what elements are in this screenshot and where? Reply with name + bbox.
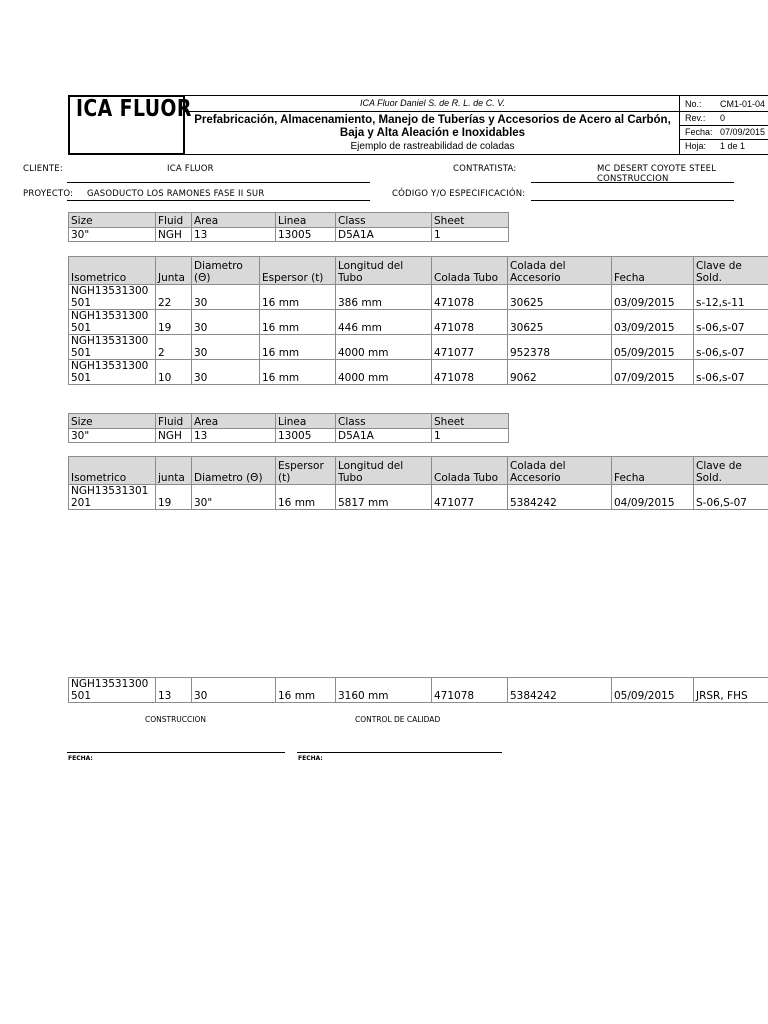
header-colada-tubo: Colada Tubo <box>432 457 508 485</box>
document-title-line-1: Prefabricación, Almacenamiento, Manejo de Tuberías y Accesorios de Acero al Carbón, <box>194 114 671 126</box>
meta-value-no: CM1-01-04 <box>720 99 766 109</box>
title-divider <box>185 111 680 112</box>
meta-divider <box>680 139 768 140</box>
spec-cell-size: 30" <box>69 429 156 443</box>
meta-label-rev: Rev.: <box>685 113 706 123</box>
cell-junta: 19 <box>156 310 192 335</box>
cell-isometrico <box>69 360 156 385</box>
table-row <box>69 485 768 510</box>
spec-header-linea: Linea <box>276 213 336 228</box>
cell-diametro: 30" <box>192 485 276 510</box>
cell-longitud: 386 mm <box>336 285 432 310</box>
cell-fecha: 07/09/2015 <box>612 360 694 385</box>
spec-header-size: Size <box>69 414 156 429</box>
signature-line-control <box>297 752 502 753</box>
spec-table <box>68 212 509 242</box>
cell-fecha: 05/09/2015 <box>612 335 694 360</box>
construccion-label: CONSTRUCCION <box>145 715 206 724</box>
header-colada-accesorio-line-1: Colada del <box>510 460 566 472</box>
spec-header-class: Class <box>336 213 432 228</box>
cell-diametro: 30 <box>192 360 260 385</box>
spec-cell-area: 13 <box>192 228 276 242</box>
spec-table <box>68 413 509 443</box>
cell-diametro: 30 <box>192 310 260 335</box>
cell-longitud: 5817 mm <box>336 485 432 510</box>
iso-line-2: 501 <box>71 297 92 309</box>
contratista-label: CONTRATISTA: <box>453 164 517 174</box>
header-espesor-line-1: Espersor <box>278 460 324 472</box>
header-fecha: Fecha <box>612 457 694 485</box>
iso-line-1: NGH13531300 <box>71 678 149 690</box>
cell-colada-accesorio: 952378 <box>508 335 612 360</box>
proyecto-underline <box>67 200 370 201</box>
spec-cell-linea: 13005 <box>276 228 336 242</box>
header-espesor: Espersor (t) <box>260 257 336 285</box>
cell-fecha: 04/09/2015 <box>612 485 694 510</box>
iso-line-1: NGH13531300 <box>71 335 149 347</box>
cell-colada-accesorio: 30625 <box>508 310 612 335</box>
spec-header-fluid: Fluid <box>156 414 192 429</box>
header-colada-accesorio <box>508 257 612 285</box>
spec-cell-sheet: 1 <box>432 228 509 242</box>
header-clave-line-1: Clave de <box>696 460 742 472</box>
cell-espesor: 16 mm <box>276 678 336 703</box>
traceability-table-2 <box>68 456 768 510</box>
fecha-label-construccion: FECHA: <box>68 755 93 762</box>
cell-colada-tubo: 471078 <box>432 285 508 310</box>
header-longitud-line-2: Tubo <box>338 472 363 484</box>
cell-clave: s-06,s-07 <box>694 310 768 335</box>
spec-header-sheet: Sheet <box>432 213 509 228</box>
cell-longitud: 4000 mm <box>336 360 432 385</box>
header-diametro <box>192 257 260 285</box>
spec-cell-class: D5A1A <box>336 228 432 242</box>
spec-cell-fluid: NGH <box>156 228 192 242</box>
header-clave-sold <box>694 257 768 285</box>
header-clave-sold <box>694 457 768 485</box>
header-junta: Junta <box>156 257 192 285</box>
meta-label-fecha: Fecha: <box>685 127 713 137</box>
header-longitud <box>336 257 432 285</box>
header-clave-line-2: Sold. <box>696 272 723 284</box>
proyecto-value: GASODUCTO LOS RAMONES FASE II SUR <box>87 189 265 199</box>
document-title-line-2: Baja y Alta Aleación e Inoxidables <box>339 127 526 139</box>
contratista-value-line-1: MC DESERT COYOTE STEEL <box>597 164 717 174</box>
cell-colada-tubo: 471077 <box>432 335 508 360</box>
header-longitud-line-1: Longitud del <box>338 460 404 472</box>
cell-clave: s-06,s-07 <box>694 360 768 385</box>
iso-line-2: 501 <box>71 347 92 359</box>
cell-clave: s-12,s-11 <box>694 285 768 310</box>
cell-isometrico <box>69 310 156 335</box>
cliente-underline <box>67 182 370 183</box>
signature-line-construccion <box>67 752 285 753</box>
header-colada-tubo: Colada Tubo <box>432 257 508 285</box>
cliente-label: CLIENTE: <box>23 164 63 174</box>
header-longitud-line-2: Tubo <box>338 272 363 284</box>
cell-longitud: 3160 mm <box>336 678 432 703</box>
spec-header-sheet: Sheet <box>432 414 509 429</box>
cell-junta: 10 <box>156 360 192 385</box>
table-row <box>69 360 768 385</box>
cell-espesor: 16 mm <box>260 285 336 310</box>
table-row <box>69 310 768 335</box>
meta-label-no: No.: <box>685 99 702 109</box>
iso-line-2: 501 <box>71 372 92 384</box>
contratista-value-line-2: CONSTRUCCION <box>597 174 669 184</box>
table-row <box>69 285 768 310</box>
cell-colada-tubo: 471078 <box>432 678 508 703</box>
header-isometrico: Isometrico <box>69 457 156 485</box>
cell-clave: s-06,s-07 <box>694 335 768 360</box>
spec-cell-fluid: NGH <box>156 429 192 443</box>
cell-junta: 2 <box>156 335 192 360</box>
iso-line-1: NGH13531301 <box>71 485 149 497</box>
meta-divider <box>680 125 768 126</box>
cell-diametro: 30 <box>192 678 276 703</box>
meta-divider <box>680 111 768 112</box>
spec-header-class: Class <box>336 414 432 429</box>
header-fecha: Fecha <box>612 257 694 285</box>
header-espesor <box>276 457 336 485</box>
table-row <box>69 335 768 360</box>
codigo-label: CÓDIGO Y/O ESPECIFICACIÓN: <box>392 189 526 199</box>
company-logo: ICA FLUOR <box>76 96 192 122</box>
cell-espesor: 16 mm <box>260 360 336 385</box>
header-clave-line-1: Clave de <box>696 260 742 272</box>
cell-isometrico <box>69 335 156 360</box>
header-espesor-line-2: (t) <box>278 472 291 484</box>
cell-colada-accesorio: 5384242 <box>508 678 612 703</box>
meta-value-fecha: 07/09/2015 <box>720 127 766 137</box>
cell-colada-tubo: 471077 <box>432 485 508 510</box>
cell-fecha: 05/09/2015 <box>612 678 694 703</box>
spec-header-area: Area <box>192 213 276 228</box>
cell-diametro: 30 <box>192 335 260 360</box>
cell-longitud: 446 mm <box>336 310 432 335</box>
spec-cell-size: 30" <box>69 228 156 242</box>
iso-line-2: 501 <box>71 690 92 702</box>
cell-fecha: 03/09/2015 <box>612 285 694 310</box>
header-longitud <box>336 457 432 485</box>
header-diametro: Diametro (Θ) <box>192 457 276 485</box>
cell-colada-tubo: 471078 <box>432 360 508 385</box>
cell-clave: S-06,S-07 <box>694 485 768 510</box>
iso-line-1: NGH13531300 <box>71 310 149 322</box>
cell-junta: 13 <box>156 678 192 703</box>
cell-colada-accesorio: 5384242 <box>508 485 612 510</box>
traceability-table-1 <box>68 256 768 385</box>
cell-isometrico <box>69 485 156 510</box>
header-longitud-line-1: Longitud del <box>338 260 404 272</box>
cell-espesor: 16 mm <box>276 485 336 510</box>
cell-colada-accesorio: 9062 <box>508 360 612 385</box>
cell-longitud: 4000 mm <box>336 335 432 360</box>
cell-espesor: 16 mm <box>260 310 336 335</box>
cell-clave: JRSR, FHS <box>694 678 768 703</box>
codigo-underline <box>531 200 734 201</box>
header-colada-accesorio-line-1: Colada del <box>510 260 566 272</box>
spec-header-size: Size <box>69 213 156 228</box>
spec-header-linea: Linea <box>276 414 336 429</box>
iso-line-1: NGH13531300 <box>71 285 149 297</box>
proyecto-label: PROYECTO: <box>23 189 74 199</box>
cell-diametro: 30 <box>192 285 260 310</box>
header-colada-accesorio-line-2: Accesorio <box>510 272 561 284</box>
traceability-table-3 <box>68 677 768 703</box>
cell-junta: 22 <box>156 285 192 310</box>
cell-espesor: 16 mm <box>260 335 336 360</box>
fecha-label-control: FECHA: <box>298 755 323 762</box>
contratista-underline <box>531 182 734 183</box>
table-row <box>69 678 768 703</box>
header-colada-accesorio-line-2: Accesorio <box>510 472 561 484</box>
spec-cell-linea: 13005 <box>276 429 336 443</box>
meta-value-hoja: 1 de 1 <box>720 141 746 151</box>
cell-isometrico <box>69 678 156 703</box>
header-diametro-line-2: (Θ) <box>194 272 211 284</box>
meta-label-hoja: Hoja: <box>685 141 707 151</box>
spec-header-fluid: Fluid <box>156 213 192 228</box>
cell-junta: 19 <box>156 485 192 510</box>
spec-cell-area: 13 <box>192 429 276 443</box>
iso-line-2: 201 <box>71 497 92 509</box>
company-name: ICA Fluor Daniel S. de R. L. de C. V. <box>359 98 506 108</box>
header-colada-accesorio <box>508 457 612 485</box>
header-diametro-line-1: Diametro <box>194 260 243 272</box>
spec-header-area: Area <box>192 414 276 429</box>
document-title <box>185 114 680 140</box>
header-junta: junta <box>156 457 192 485</box>
meta-value-rev: 0 <box>720 113 726 123</box>
control-calidad-label: CONTROL DE CALIDAD <box>355 715 441 724</box>
cell-colada-accesorio: 30625 <box>508 285 612 310</box>
iso-line-1: NGH13531300 <box>71 360 149 372</box>
header-isometrico: Isometrico <box>69 257 156 285</box>
document-subtitle: Ejemplo de rastreabilidad de coladas <box>350 141 515 152</box>
header-clave-line-2: Sold. <box>696 472 723 484</box>
spec-cell-class: D5A1A <box>336 429 432 443</box>
cliente-value: ICA FLUOR <box>167 164 214 174</box>
spec-cell-sheet: 1 <box>432 429 509 443</box>
cell-isometrico <box>69 285 156 310</box>
iso-line-2: 501 <box>71 322 92 334</box>
cell-colada-tubo: 471078 <box>432 310 508 335</box>
cell-fecha: 03/09/2015 <box>612 310 694 335</box>
